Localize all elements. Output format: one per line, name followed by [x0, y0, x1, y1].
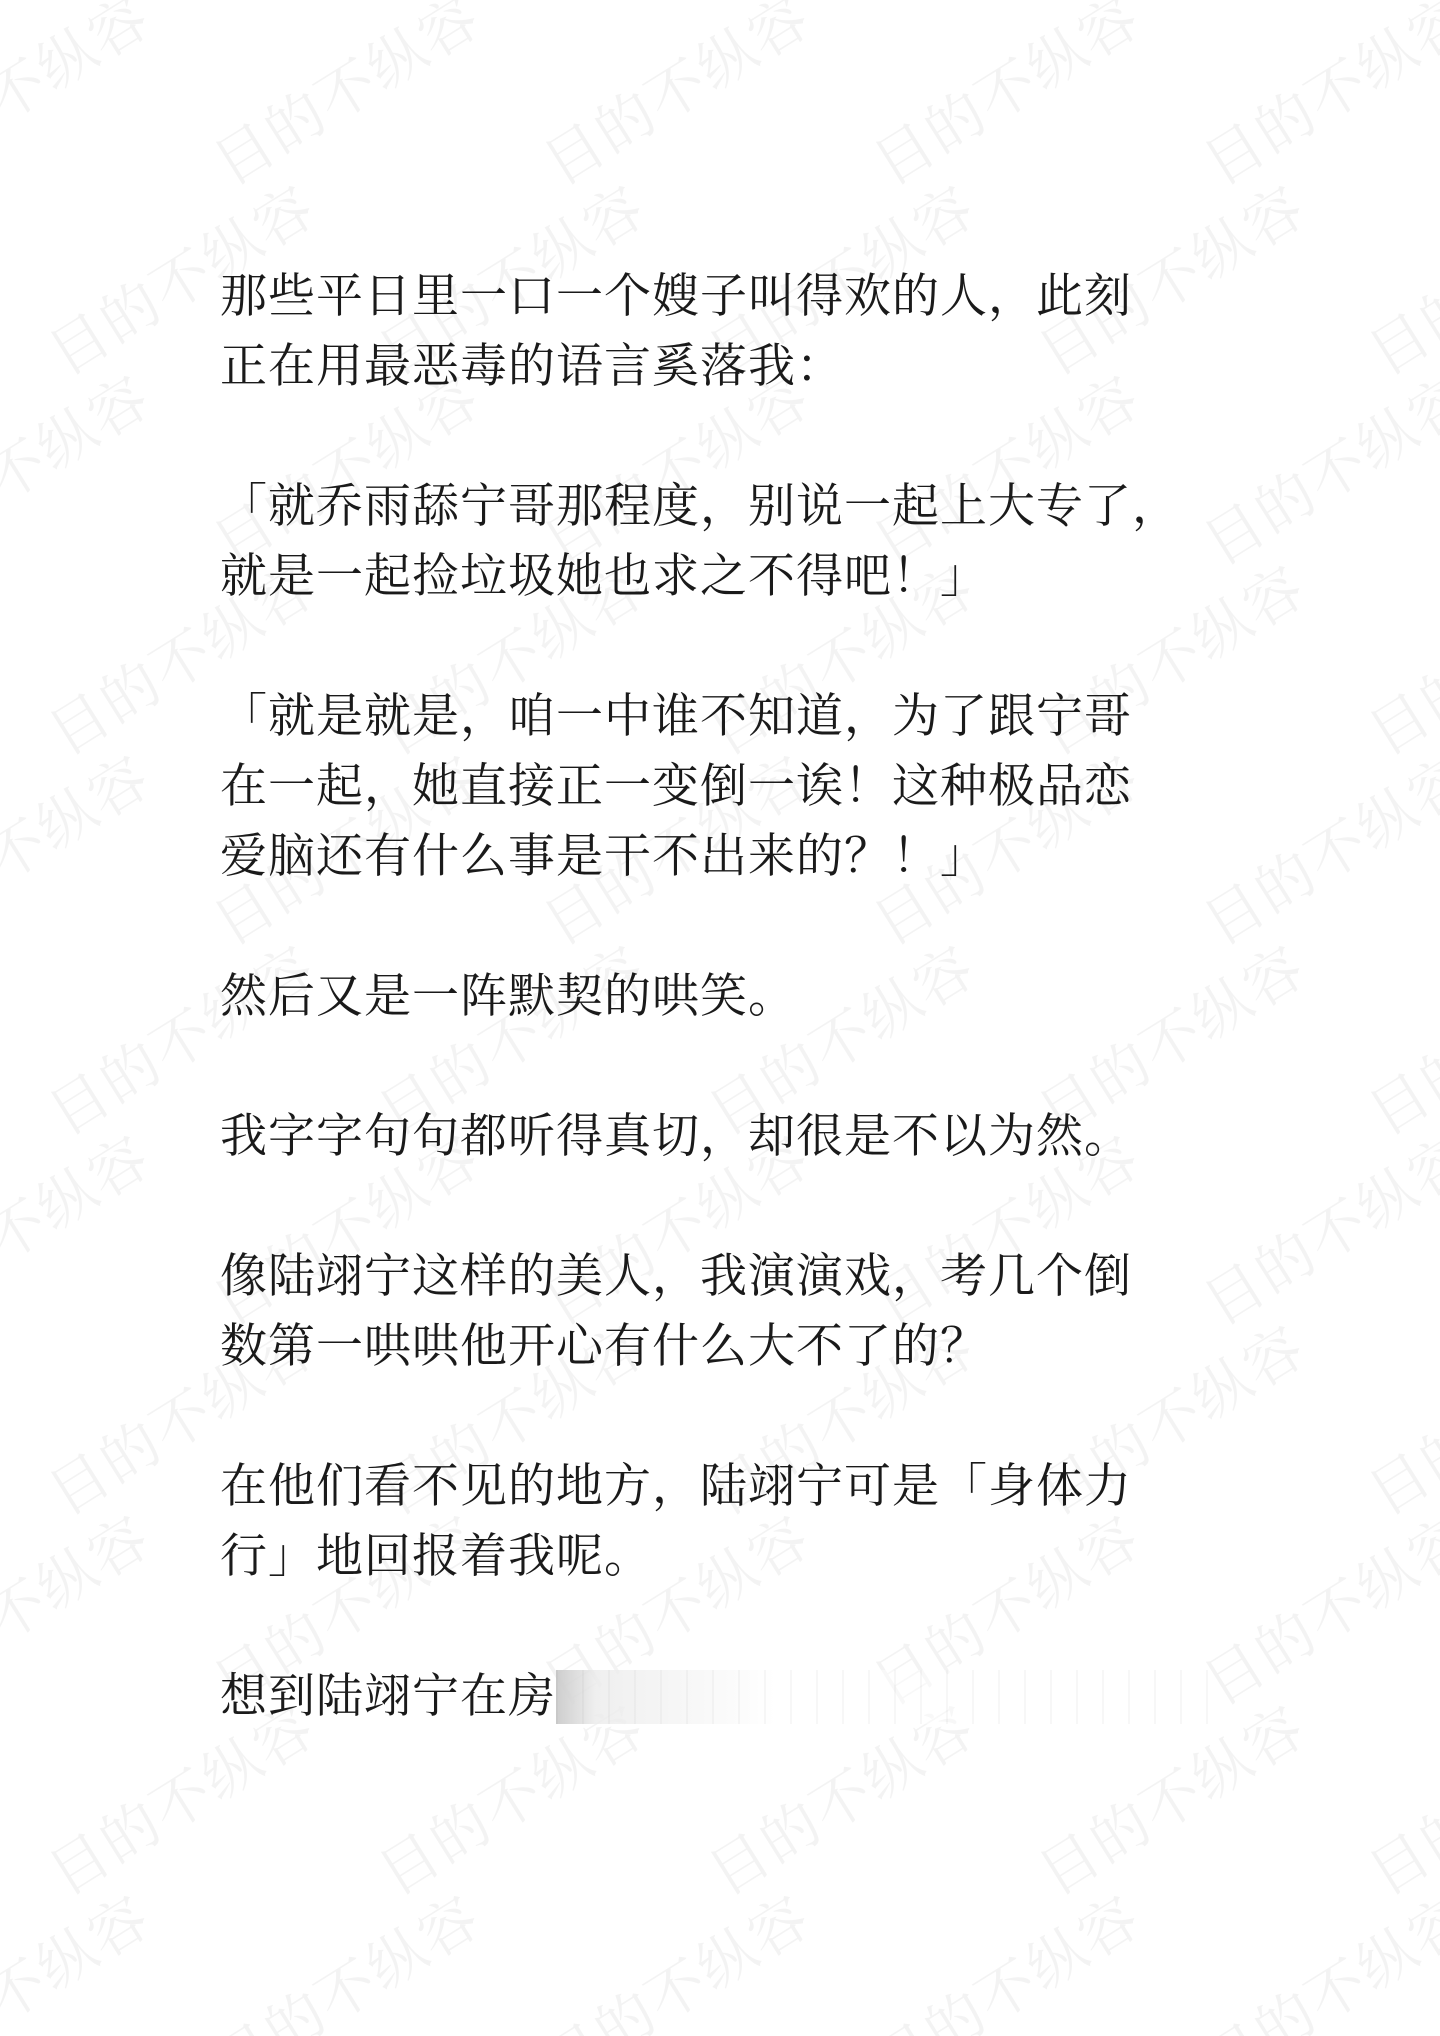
watermark-text: [525, 1871, 824, 2036]
paragraph: 我字字句句都听得真切，却很是不以为然。: [220, 1109, 1132, 1164]
watermark-text: [360, 0, 659, 11]
watermark-text: [525, 0, 824, 201]
watermark-text: [195, 0, 494, 201]
paragraph: 那些平日里一口一个嫂子叫得欢的人，此刻 正在用最恶毒的语言奚落我：: [220, 269, 1132, 394]
watermark-text: [0, 1491, 164, 1721]
paragraph: 像陆翊宁这样的美人，我演演戏，考几个倒 数第一哄哄他开心有什么大不了的？: [220, 1249, 1132, 1374]
watermark-text: [1350, 1681, 1440, 1911]
paragraph: 「就乔雨舔宁哥那程度，别说一起上大专了， 就是一起捡垃圾她也求之不得吧！」: [220, 479, 1180, 604]
watermark-text: [0, 351, 164, 581]
watermark-text: [855, 0, 1154, 201]
watermark-text: [855, 1871, 1154, 2036]
watermark-text: [0, 1871, 164, 2036]
article-body: [220, 262, 1230, 1732]
truncated-paragraph: [220, 1662, 1230, 1732]
truncated-text: 想到陆翊宁在房: [220, 1669, 556, 1724]
watermark-text: [690, 0, 989, 11]
watermark-text: [1350, 921, 1440, 1151]
watermark-text: [1185, 1871, 1440, 2036]
watermark-text: [1350, 161, 1440, 391]
watermark-text: [0, 1111, 164, 1341]
paragraph: 「就是就是，咱一中谁不知道，为了跟宁哥 在一起，她直接正一变倒一诶！这种极品恋 爱脑还有什么事是干不出来的？！」: [220, 689, 1132, 884]
watermark-text: [195, 1871, 494, 2036]
watermark-text: [1350, 541, 1440, 771]
paragraph: 在他们看不见的地方，陆翊宁可是「身体力 行」地回报着我呢。: [220, 1459, 1132, 1584]
watermark-text: [0, 731, 164, 961]
watermark-text: [1020, 0, 1319, 11]
paragraph: 然后又是一阵默契的哄笑。: [220, 969, 796, 1024]
watermark-text: [30, 0, 329, 11]
watermark-text: [1350, 1301, 1440, 1531]
watermark-text: [1185, 0, 1440, 201]
watermark-text: [0, 0, 164, 201]
watermark-text: [1350, 0, 1440, 11]
truncation-fade: [556, 1670, 1216, 1724]
